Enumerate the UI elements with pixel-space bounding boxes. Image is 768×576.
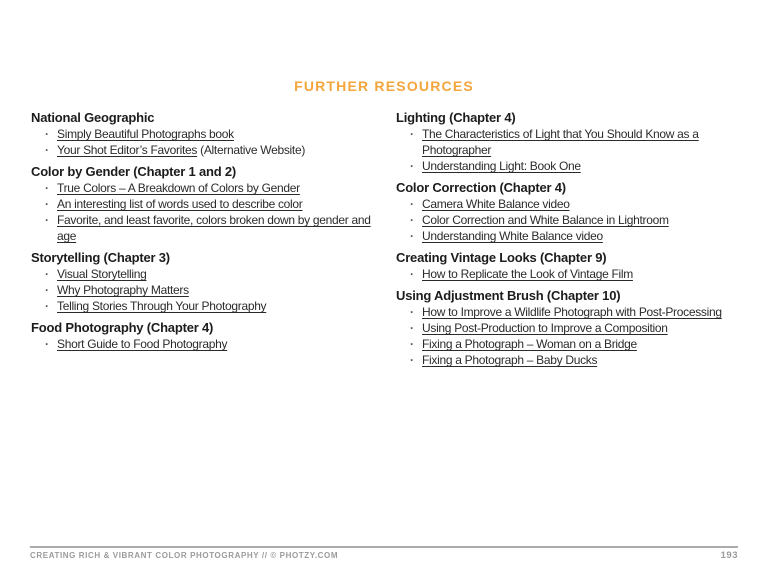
resource-section [31, 110, 375, 158]
resource-link[interactable]: Camera White Balance video [422, 197, 570, 211]
list-item [410, 228, 746, 244]
resource-section [31, 320, 375, 352]
resource-link[interactable]: Telling Stories Through Your Photography [57, 299, 267, 313]
list-item [410, 320, 746, 336]
footer-divider [30, 546, 738, 548]
resources-column-right [396, 110, 746, 368]
resource-link[interactable]: Why Photography Matters [57, 283, 189, 297]
resource-link[interactable]: Simply Beautiful Photographs book [57, 127, 234, 141]
resource-list [31, 126, 375, 158]
list-item [45, 266, 375, 282]
list-item [45, 126, 375, 142]
section-heading: Lighting (Chapter 4) [396, 110, 516, 125]
list-item [45, 196, 375, 212]
list-item [45, 142, 375, 158]
resource-link[interactable]: How to Improve a Wildlife Photograph with Post-Processing [422, 305, 722, 319]
resource-link[interactable]: Short Guide to Food Photography [57, 337, 228, 351]
resource-link[interactable]: True Colors – A Breakdown of Colors by Gender [57, 181, 300, 195]
resources-column-left [31, 110, 375, 352]
section-heading: Food Photography (Chapter 4) [31, 320, 214, 335]
footer-book-title: CREATING RICH & VIBRANT COLOR PHOTOGRAPHY // © PHOTZY.COM [30, 551, 339, 560]
resource-link[interactable]: Understanding Light: Book One [422, 159, 581, 173]
section-heading: Creating Vintage Looks (Chapter 9) [396, 250, 607, 265]
resource-list [396, 266, 746, 282]
resource-section [396, 180, 746, 244]
resource-section [396, 250, 746, 282]
resource-list [31, 180, 375, 244]
resource-link[interactable]: Understanding White Balance video [422, 229, 603, 243]
resource-link[interactable]: The Characteristics of Light that You Should Know as a Photographer [422, 127, 699, 157]
resource-link[interactable]: Favorite, and least favorite, colors broken down by gender and age [57, 213, 371, 243]
section-heading: Color by Gender (Chapter 1 and 2) [31, 164, 237, 179]
resource-section [396, 288, 746, 368]
list-item [410, 336, 746, 352]
list-item [45, 298, 375, 314]
resource-link[interactable]: Fixing a Photograph – Baby Ducks [422, 353, 598, 367]
resource-link[interactable]: Fixing a Photograph – Woman on a Bridge [422, 337, 637, 351]
link-suffix: (Alternative Website) [197, 143, 306, 157]
resource-section [31, 250, 375, 314]
list-item [410, 352, 746, 368]
list-item [410, 196, 746, 212]
list-item [410, 304, 746, 320]
list-item [410, 158, 746, 174]
list-item [45, 212, 375, 244]
section-heading: National Geographic [31, 110, 155, 125]
resource-list [396, 304, 746, 368]
resource-list [31, 336, 375, 352]
page-number: 193 [720, 550, 738, 561]
resource-section [31, 164, 375, 244]
list-item [410, 212, 746, 228]
resource-link[interactable]: Using Post-Production to Improve a Composition [422, 321, 668, 335]
page-title: FURTHER RESOURCES [294, 78, 474, 94]
section-heading: Using Adjustment Brush (Chapter 10) [396, 288, 621, 303]
section-heading: Color Correction (Chapter 4) [396, 180, 566, 195]
resource-list [396, 196, 746, 244]
list-item [45, 282, 375, 298]
resource-section [396, 110, 746, 174]
list-item [410, 126, 746, 158]
resource-link[interactable]: Color Correction and White Balance in Lightroom [422, 213, 669, 227]
list-item [410, 266, 746, 282]
resource-link[interactable]: How to Replicate the Look of Vintage Film [422, 267, 633, 281]
list-item [45, 180, 375, 196]
resource-list [31, 266, 375, 314]
resource-link[interactable]: An interesting list of words used to describe color [57, 197, 303, 211]
resource-link[interactable]: Your Shot Editor’s Favorites [57, 143, 198, 157]
resource-list [396, 126, 746, 174]
list-item [45, 336, 375, 352]
section-heading: Storytelling (Chapter 3) [31, 250, 170, 265]
resource-link[interactable]: Visual Storytelling [57, 267, 147, 281]
